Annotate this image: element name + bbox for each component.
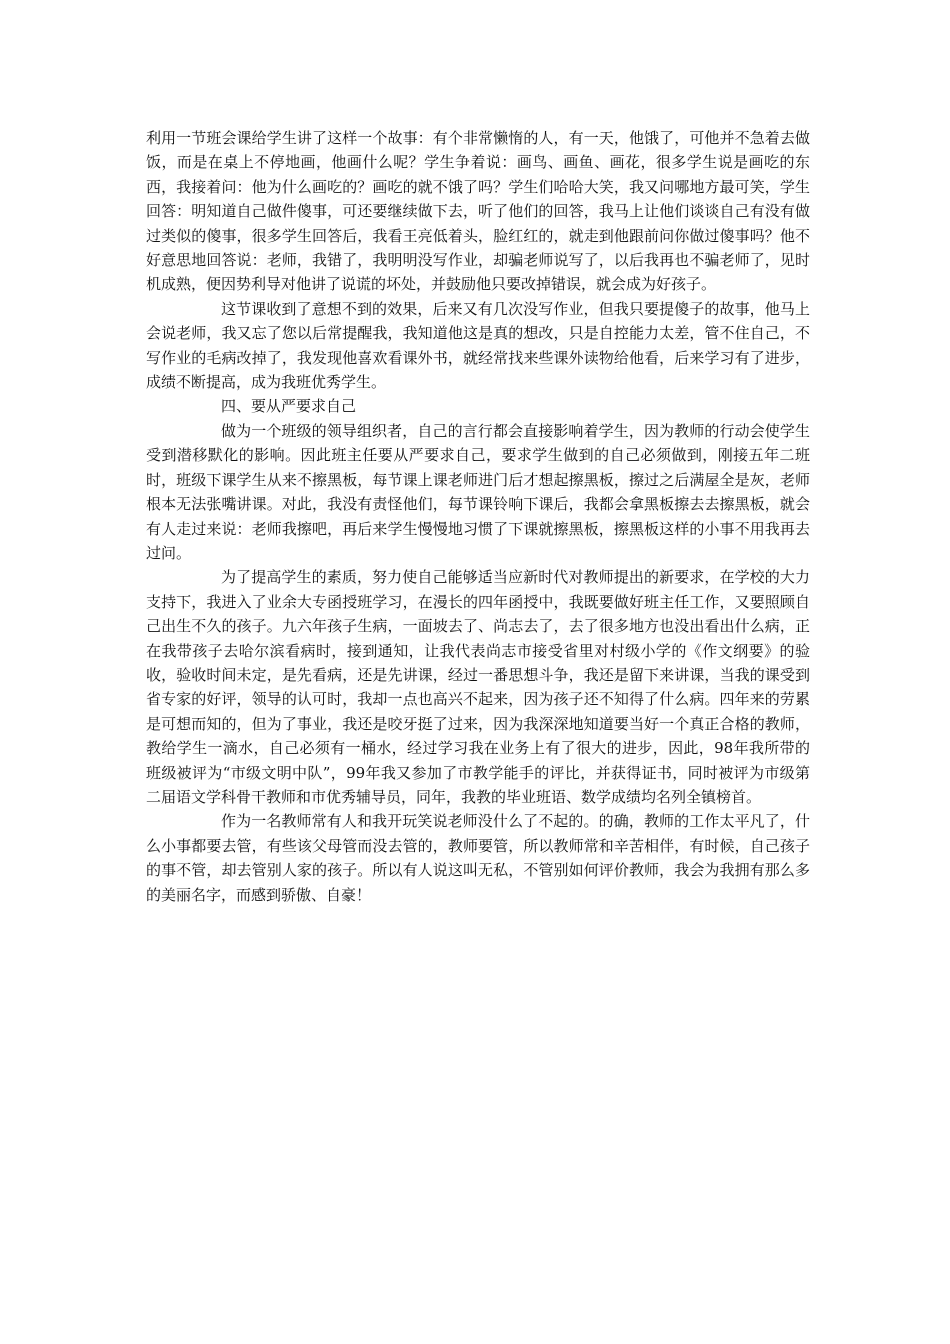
paragraph-story: 利用一节班会课给学生讲了这样一个故事：有个非常懒惰的人，有一天，他饿了，可他并不急着去做饭，而是在桌上不停地画，他画什么呢？学生争着说：画鸟、画鱼、画花，很多学生说是画吃的东西，我接着问：他为什么画吃的？画吃的就不饿了吗？学生们哈哈大笑，我又问哪地方最可笑，学生回答：明知道自己做件傻事，可还要继续做下去，听了他们的回答，我马上让他们谈谈自己有没有做过类似的傻事，很多学生回答后，我看王亮低着头，脸红红的，就走到他跟前问你做过傻事吗？他不好意思地回答说：老师，我错了，我明明没写作业，却骗老师说写了，以后我再也不骗老师了，见时机成熟，便因势利导对他讲了说谎的坏处，并鼓励他只要改掉错误，就会成为好孩子。 [146, 129, 810, 294]
document-page [146, 126, 810, 907]
paragraph-self-discipline: 做为一个班级的领导组织者，自己的言行都会直接影响着学生，因为教师的行动会使学生受到潜移默化的影响。因此班主任要从严要求自己，要求学生做到的自己必须做到，刚接五年二班时，班级下课学生从来不擦黑板，每节课上课老师进门后才想起擦黑板，擦过之后满屋全是灰，老师根本无法张嘴讲课。对此，我没有责怪他们，每节课铃响下课后，我都会拿黑板擦去去擦黑板，就会有人走过来说：老师我擦吧，再后来学生慢慢地习惯了下课就擦黑板，擦黑板这样的小事不用我再去过问。 [146, 421, 810, 562]
paragraph-lesson-effect: 这节课收到了意想不到的效果，后来又有几次没写作业，但我只要提傻子的故事，他马上会说老师，我又忘了您以后常提醒我，我知道他这是真的想改，只是自控能力太差，管不住自己，不写作业的毛病改掉了，我发现他喜欢看课外书，就经常找来些课外读物给他看，后来学习有了进步，成绩不断提高，成为我班优秀学生。 [146, 299, 810, 392]
paragraph-conclusion: 作为一名教师常有人和我开玩笑说老师没什么了不起的。的确，教师的工作太平凡了，什么小事都要去管，有些该父母管而没去管的，教师要管，所以教师常和辛苦相伴，有时候，自己孩子的事不管，却去管别人家的孩子。所以有人说这叫无私，不管别如何评价教师，我会为我拥有那么多的美丽名字，而感到骄傲、自豪！ [146, 812, 810, 904]
section-heading: 四、要从严要求自己 [221, 397, 357, 416]
paragraph-study: 为了提高学生的素质，努力使自己能够适当应新时代对教师提出的新要求，在学校的大力支持下，我进入了业余大专函授班学习，在漫长的四年函授中，我既要做好班主任工作，又要照顾自己出生不久的孩子。九六年孩子生病，一面坡去了、尚志去了，去了很多地方也没出看出什么病，正在我带孩子去哈尔滨看病时，接到通知，让我代表尚志市接受省里对村级小学的《作文纲要》的验收，验收时间未定，是先看病，还是先讲课，经过一番思想斗争，我还是留下来讲课，当我的课受到省专家的好评，领导的认可时，我却一点也高兴不起来，因为孩子还不知得了什么病。四年来的劳累是可想而知的，但为了事业，我还是咬牙挺了过来，因为我深深地知道要当好一个真正合格的教师，教给学生一滴水，自己必须有一桶水，经过学习我在业务上有了很大的进步，因此，98年我所带的班级被评为“市级文明中队”，99年我又参加了市教学能手的评比，并获得证书，同时被评为市级第二届语文学科骨干教师和市优秀辅导员，同年，我教的毕业班语、数学成绩均名列全镇榜首。 [146, 568, 810, 806]
